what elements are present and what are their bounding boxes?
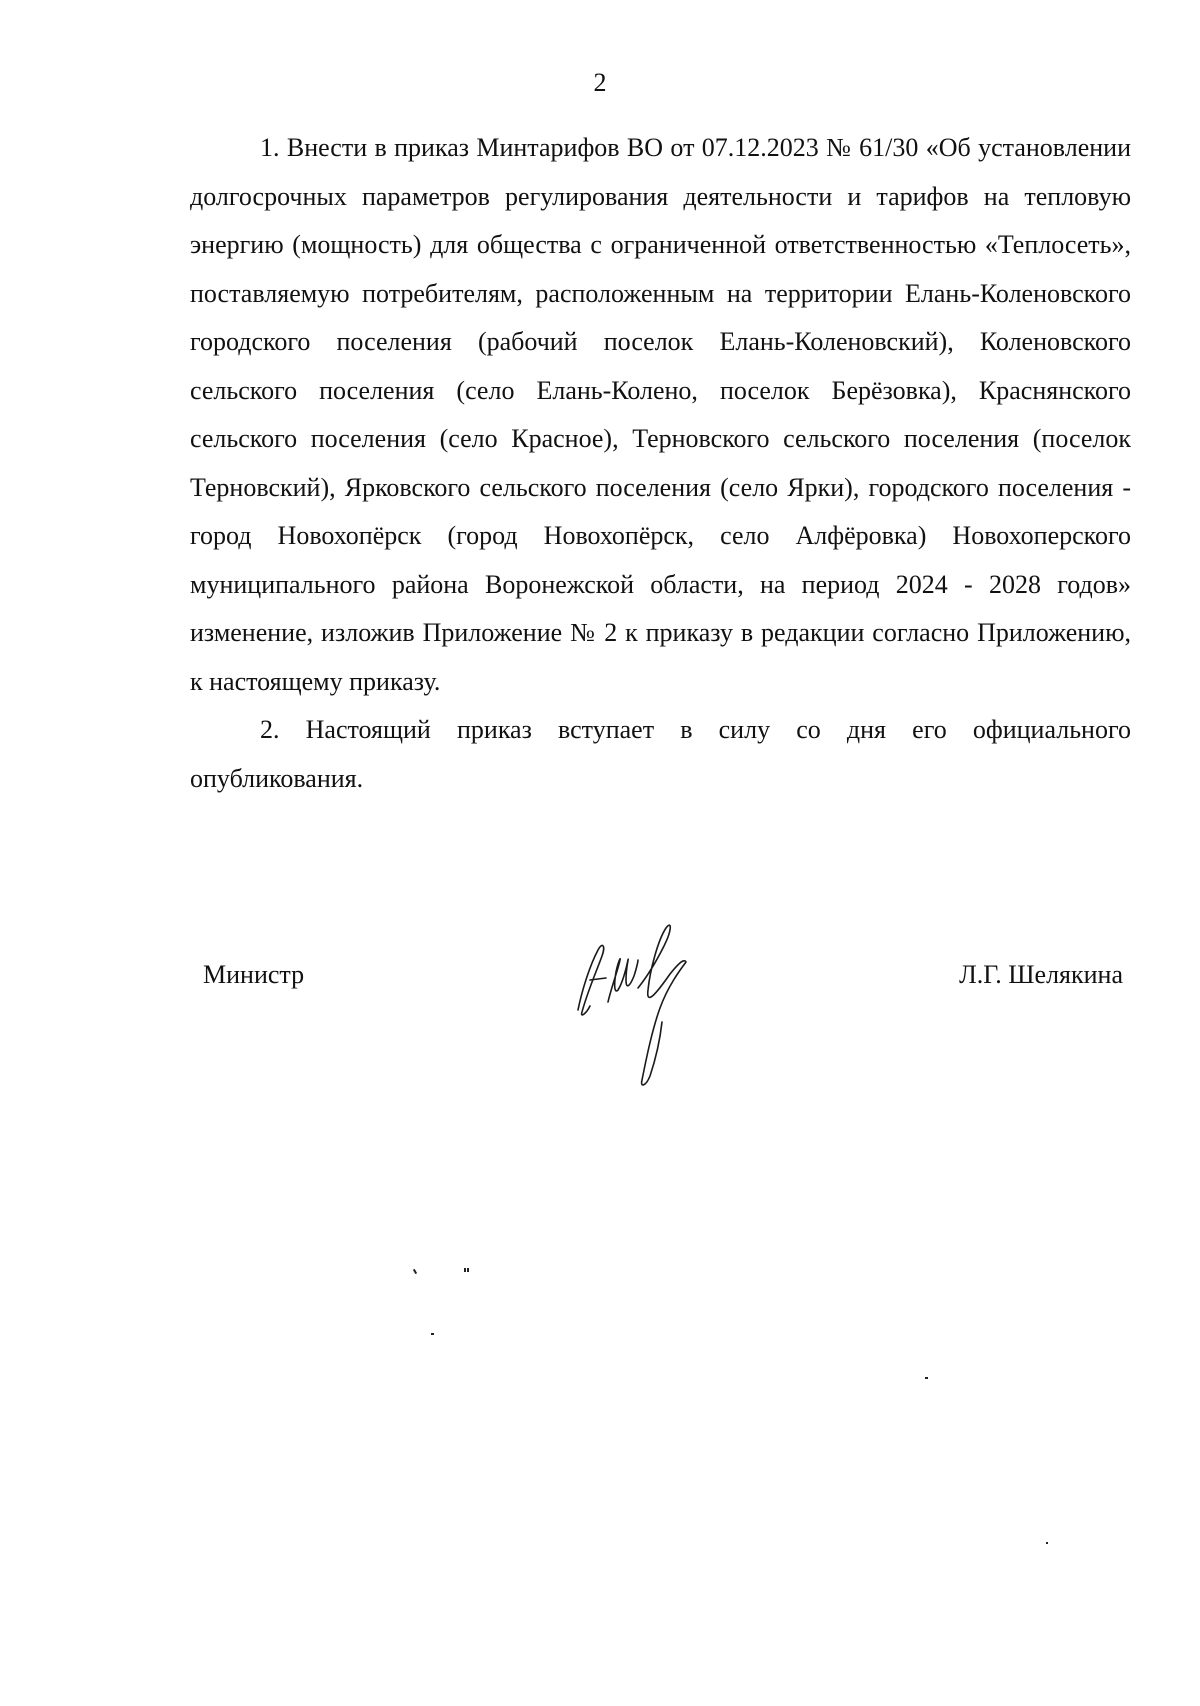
signatory-name: Л.Г. Шелякина [959,960,1123,989]
scan-speck [467,1268,469,1272]
paragraph-2: 2. Настоящий приказ вступает в силу со дня его официального опубликования. [190,715,1131,793]
scan-speck [925,1377,928,1379]
handwritten-signature [560,890,730,1090]
scan-speck [464,1268,466,1272]
scan-speck [1046,1542,1048,1544]
scan-speck [431,1333,434,1335]
paragraph-1: 1. Внести в приказ Минтарифов ВО от 07.12.2023 № 61/30 «Об установлении долгосрочных параметров регулирования деятельности и тарифов на тепловую энергию (мощность) для общества с ограниченной ответственностью «Теплосеть», поставляемую потребителям, расположенным на территории Елань-Коленовского городского поселения (рабочий поселок Елань-Коленовский), Коленовского сельского поселения (село Елань-Колено, поселок Берёзовка), Краснянского сельского поселения (село Красное), Терновского сельского поселения (поселок Терновский), Ярковского сельского поселения (село Ярки), городского поселения - город Новохопёрск (город Новохопёрск, село Алфёровка) Новохоперского муниципального района Воронежской области, на период 2024 - 2028 годов» изменение, изложив Приложение № 2 к приказу в редакции согласно Приложению, к настоящему приказу. [190,133,1131,696]
page-number: 2 [593,68,607,97]
scan-speck [413,1269,417,1274]
document-body [190,124,1131,803]
signatory-title: Министр [203,960,305,989]
